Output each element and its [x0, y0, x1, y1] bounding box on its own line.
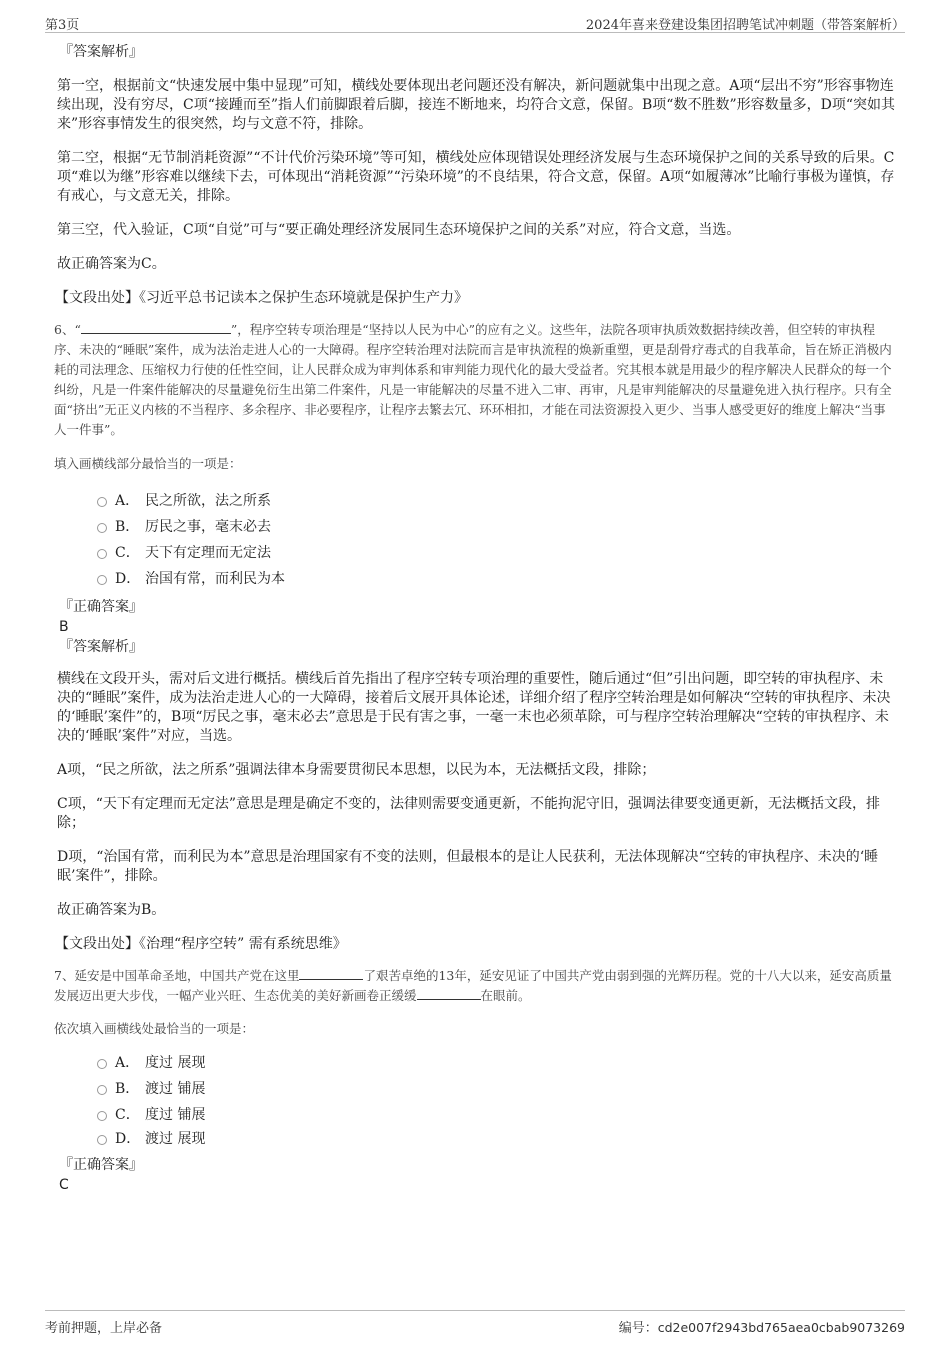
document-title: 2024年喜来登建设集团招聘笔试冲刺题（带答案解析） [585, 18, 905, 33]
analysis-paragraph: D项，“治国有常，而利民为本”意思是治理国家有不变的法则，但最根本的是让人民获利，无法体现解决“空转的审执程序、未决的‘睡眠’案件”，排除。 [57, 849, 879, 884]
radio-icon[interactable] [97, 575, 107, 585]
option-c[interactable]: C． 度过 铺展 [57, 1102, 897, 1128]
analysis-paragraph: 第二空，根据“无节制消耗资源”“不计代价污染环境”等可知，横线处应体现错误处理经济发展与生态环境保护之间的关系导致的后果。C项“难以为继”形容难以继续下去，可体现出“消耗资源”“污染环境”的不良结果，符合文意，保留。A项“如履薄冰”比喻行事极为谨慎，存有戒心，与文意无关，排除。 [57, 150, 895, 204]
options-list [57, 488, 897, 592]
options-list [57, 1050, 897, 1150]
answer-conclusion: 故正确答案为C。 [57, 256, 166, 272]
radio-icon[interactable] [97, 497, 107, 507]
correct-answer: B [59, 619, 69, 635]
option-a[interactable]: A． 度过 展现 [57, 1050, 897, 1076]
radio-icon[interactable] [97, 1111, 107, 1121]
analysis-paragraph: 第三空，代入验证，C项“自觉”可与“要正确处理经济发展同生态环境保护之间的关系”对应，符合文意，当选。 [57, 222, 741, 238]
option-b[interactable]: B． 渡过 铺展 [57, 1076, 897, 1102]
question-stem: 7、延安是中国革命圣地，中国共产党在这里 了艰苦卓绝的13年，延安见证了中国共产党由弱到强的光辉历程。党的十八大以来，延安高质量发展迈出更大步伐，一幅产业兴旺、生态优美的美好新画卷正缓缓 在眼前。 [54, 968, 892, 1003]
correct-answer-label: 『正确答案』 [59, 599, 143, 615]
source-citation: 【文段出处】《习近平总书记读本之保护生态环境就是保护生产力》 [55, 290, 468, 306]
footer-slogan: 考前押题，上岸必备 [45, 1321, 163, 1336]
document-code: 编号：cd2e007f2943bd765aea0cbab9073269 [618, 1320, 905, 1336]
option-b[interactable]: B． 厉民之事，毫末必去 [57, 514, 897, 540]
option-d[interactable]: D． 渡过 展现 [57, 1128, 897, 1150]
radio-icon[interactable] [97, 1059, 107, 1069]
fill-blank [299, 967, 363, 980]
question-stem: 6、“ ”，程序空转专项治理是“坚持以人民为中心”的应有之义。这些年，法院各项审执质效数据持续改善，但空转的审执程序、未决的“睡眠”案件，成为法治走进人心的一大障碍。程序空转治理对法院而言是审执流程的焕新重塑，更是刮骨疗毒式的自我革命，旨在矫正消极内耗的司法理念、压缩权力行使的任性空间，让人民群众成为审判体系和审判能力现代化的最大受益者。究其根本就是用最少的程序解决人民群众的每一个纠纷，凡是一件案件能解决的尽量避免衍生出第二件案件，凡是一审能解决的尽量不进入二审、再审，凡是审判能解决的尽量避免进入执行程序。只有全面“挤出”无正义内核的不当程序、多余程序、非必要程序，让程序去繁去冗、环环相扣，才能在司法资源投入更少、当事人感受更好的维度上解决“当事人一件事”。 [54, 322, 892, 437]
radio-icon[interactable] [97, 1085, 107, 1095]
analysis-paragraph: 第一空，根据前文“快速发展中集中显现”可知，横线处要体现出老问题还没有解决，新问题就集中出现之意。A项“层出不穷”形容事物连续出现，没有穷尽，C项“接踵而至”指人们前脚跟着后脚，接连不断地来，均符合文意，保留。B项“数不胜数”形容数量多，D项“突如其来”形容事情发生的很突然，均与文意不符，排除。 [57, 78, 896, 132]
option-a[interactable]: A． 民之所欲，法之所系 [57, 488, 897, 514]
analysis-paragraph: A项，“民之所欲，法之所系”强调法律本身需要贯彻民本思想，以民为本，无法概括文段，排除； [57, 762, 656, 778]
question-prompt: 填入画横线部分最恰当的一项是： [54, 456, 242, 471]
radio-icon[interactable] [97, 1135, 107, 1145]
option-c[interactable]: C． 天下有定理而无定法 [57, 540, 897, 566]
analysis-paragraph: C项，“天下有定理而无定法”意思是理是确定不变的，法律则需要变通更新，不能拘泥守旧，强调法律要变通更新，无法概括文段，排除； [57, 796, 881, 831]
correct-answer-label: 『正确答案』 [59, 1157, 143, 1173]
radio-icon[interactable] [97, 523, 107, 533]
document-body [54, 43, 897, 1195]
question-prompt: 依次填入画横线处最恰当的一项是： [54, 1021, 255, 1036]
answer-conclusion: 故正确答案为B。 [57, 902, 166, 918]
page-number: 第3页 [45, 18, 80, 33]
analysis-label: 『答案解析』 [59, 639, 143, 655]
radio-icon[interactable] [97, 549, 107, 559]
page-footer [45, 1310, 905, 1337]
page-header [45, 12, 905, 33]
analysis-paragraph: 横线在文段开头，需对后文进行概括。横线后首先指出了程序空转专项治理的重要性，随后通过“但”引出问题，即空转的审执程序、未决的“睡眠”案件，成为法治走进人心的一大障碍，接着后文展开具体论述，详细介绍了程序空转治理是如何解决“空转的审执程序、未决的‘睡眠’案件”的，B项“厉民之事，毫末必去”意思是于民有害之事，一毫一末也必须革除，可与程序空转治理解决“空转的审执程序、未决的‘睡眠’案件”对应，当选。 [57, 671, 891, 744]
analysis-label: 『答案解析』 [59, 44, 143, 60]
fill-blank [81, 321, 231, 334]
source-citation: 【文段出处】《治理“程序空转” 需有系统思维》 [55, 936, 347, 952]
fill-blank [417, 987, 481, 1000]
correct-answer: C [59, 1177, 69, 1193]
option-d[interactable]: D． 治国有常，而利民为本 [57, 566, 897, 592]
